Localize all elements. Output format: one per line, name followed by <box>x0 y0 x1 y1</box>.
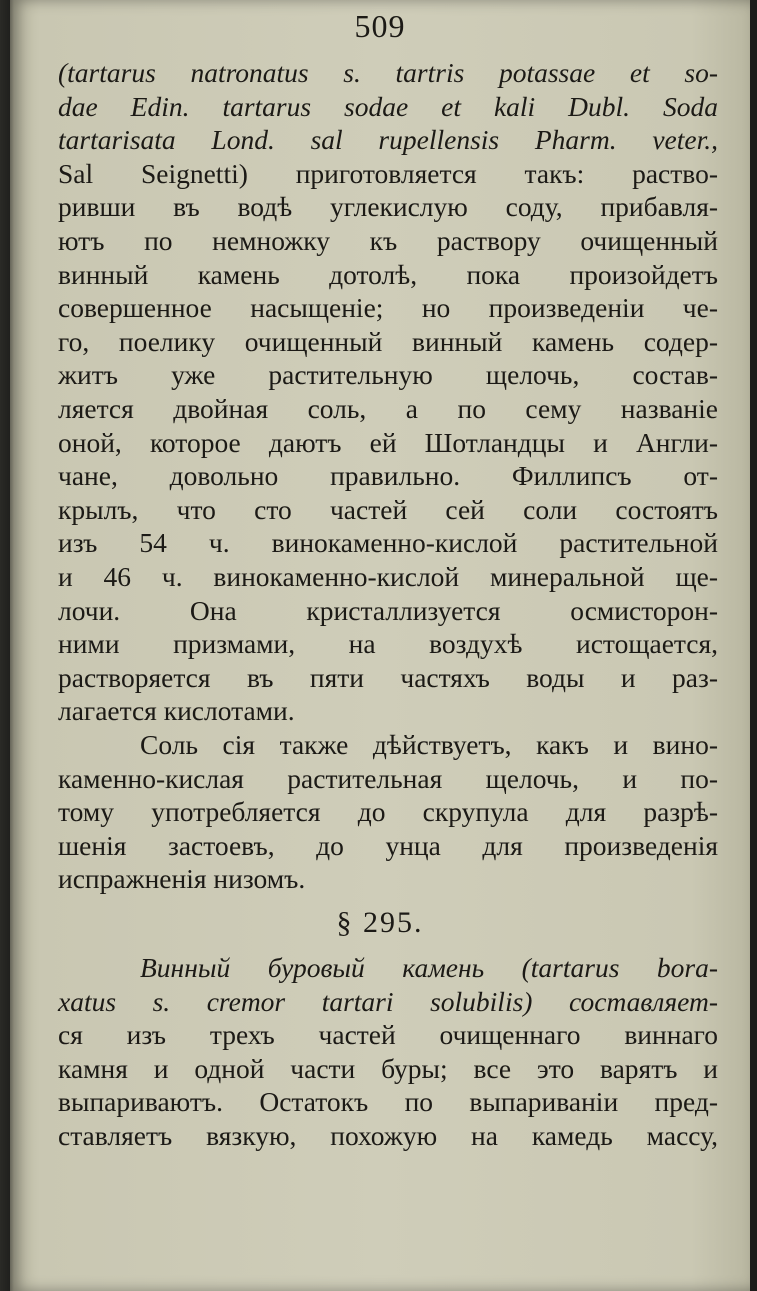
text-line: ляется двойная соль, а по сему названіе <box>58 392 718 424</box>
paragraph-tartarus-natronatus <box>58 56 718 728</box>
text-line: тому употребляется до скрупула для разрѣ- <box>58 796 718 828</box>
text-line: чане, довольно правильно. Филлипсъ от- <box>58 460 718 492</box>
text-line: xatus s. cremor tartari solubilis) составляет- <box>58 985 718 1017</box>
text-line: лочи. Она кристаллизуется осмисторон- <box>58 594 718 626</box>
text-line: dae Edin. tartarus sodae et kali Dubl. Soda <box>58 90 718 122</box>
section-heading: § 295. <box>336 906 424 939</box>
text-line: ся изъ трехъ частей очищеннаго виннаго <box>58 1019 718 1051</box>
text-line: го, поелику очищенный винный камень содер- <box>58 325 718 357</box>
paragraph-tartarus-boraxatus <box>58 951 718 1153</box>
text-line: Винный буровый камень (tartarus bora- <box>140 952 718 983</box>
text-line: камня и одной части буры; все это варятъ и <box>58 1052 718 1084</box>
page-number: 509 <box>354 8 406 44</box>
text-line: крылъ, что сто частей сей соли состоятъ <box>58 493 718 525</box>
text-line: ставляетъ вязкую, похожую на камедь массу, <box>58 1119 718 1151</box>
text-line: Соль сія также дѣйствуетъ, какъ и вино- <box>140 729 718 760</box>
text-line: испражненія низомъ. <box>58 863 306 895</box>
paragraph-usage <box>58 728 718 896</box>
text-line: и 46 ч. винокаменно-кислой минеральной ще- <box>58 560 718 592</box>
text-line: житъ уже растительную щелочь, состав- <box>58 359 718 391</box>
text-line: каменно-кислая растительная щелочь, и по- <box>58 762 718 794</box>
text-line: изъ 54 ч. винокаменно-кислой растительной <box>58 527 718 559</box>
page-gutter-shadow <box>0 0 14 1291</box>
text-line: шенія застоевъ, до унца для произведенія <box>58 829 718 861</box>
text-line: ними призмами, на воздухѣ истощается, <box>58 628 718 660</box>
text-line: оной, которое даютъ ей Шотландцы и Англи- <box>58 426 718 458</box>
text-line: (tartarus natronatus s. tartris potassae et so- <box>58 57 718 88</box>
text-line: Sal Seignetti) приготовляется такъ: раство- <box>58 157 718 189</box>
text-line: растворяется въ пяти частяхъ воды и раз- <box>58 661 718 693</box>
book-page <box>10 0 750 1291</box>
text-line: ютъ по немножку къ раствору очищенный <box>58 224 718 256</box>
text-line: винный камень дотолѣ, пока произойдетъ <box>58 258 718 290</box>
text-line: лагается кислотами. <box>58 695 295 727</box>
text-line: совершенное насыщеніе; но произведеніи че- <box>58 292 718 324</box>
text-line: ривши въ водѣ углекислую соду, прибавля- <box>58 191 718 223</box>
text-line: tartarisata Lond. sal rupellensis Pharm. veter., <box>58 124 718 156</box>
text-line: выпариваютъ. Остатокъ по выпариваніи пред- <box>58 1086 718 1118</box>
